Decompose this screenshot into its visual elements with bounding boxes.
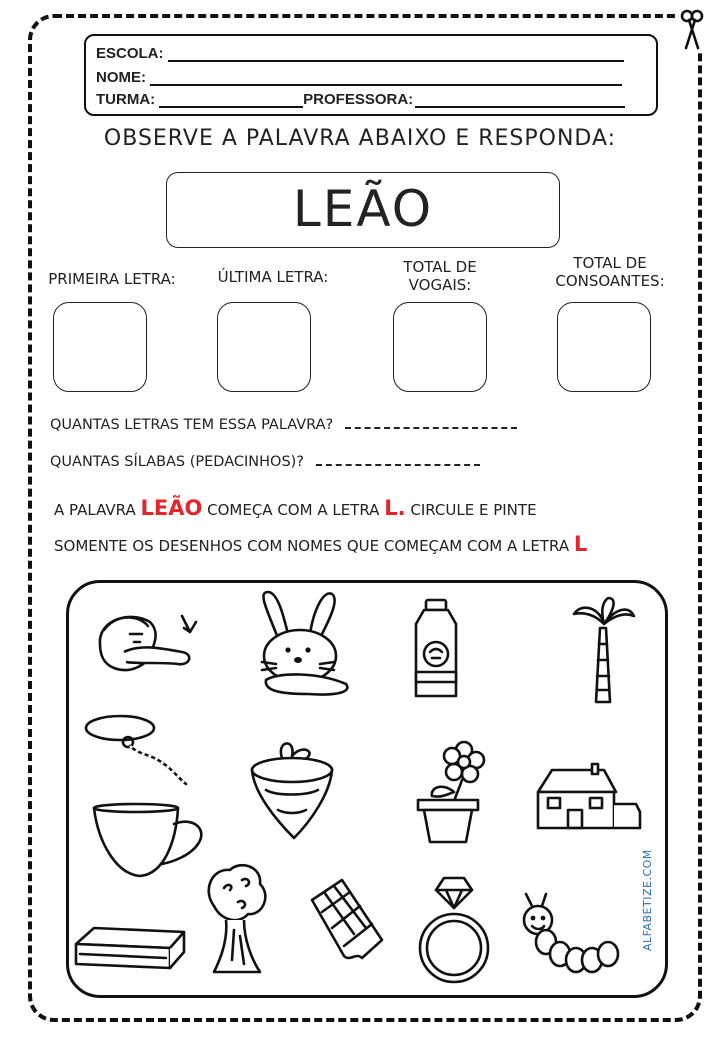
syllables-question: QUANTAS SÍLABAS (PEDACINHOS)? — [50, 454, 480, 470]
letters-question: QUANTAS LETRAS TEM ESSA PALAVRA? — [50, 417, 517, 433]
first-letter-label: PRIMEIRA LETRA: — [48, 270, 176, 288]
school-field[interactable] — [168, 45, 624, 62]
site-credit[interactable]: ALFABETIZE.COM — [641, 849, 654, 951]
rabbit-picture[interactable] — [248, 588, 364, 698]
tree-picture[interactable] — [202, 860, 270, 976]
scissors-icon — [678, 8, 706, 52]
cup-picture[interactable] — [86, 802, 210, 880]
total-vowels-box[interactable] — [393, 302, 487, 392]
highlight-letter-2: L — [573, 532, 588, 556]
caterpillar-picture[interactable] — [516, 890, 624, 982]
word-box: LEÃO — [166, 172, 560, 248]
teacher-field[interactable] — [415, 91, 625, 108]
highlight-letter: L. — [384, 496, 406, 520]
book-picture[interactable] — [70, 922, 188, 972]
tongue-picture[interactable] — [90, 604, 202, 684]
milk-bottle-picture[interactable] — [404, 598, 468, 702]
letters-answer-line[interactable] — [345, 417, 517, 429]
student-info-box — [84, 34, 658, 116]
instruction-title: OBSERVE A PALAVRA ABAIXO E RESPONDA: — [103, 126, 617, 151]
total-consonants-box[interactable] — [557, 302, 651, 392]
instruction-line-1: A PALAVRA LEÃO COMEÇA COM A LETRA L. CIRCULE E PINTE — [54, 496, 537, 520]
spinning-top-picture[interactable] — [246, 734, 338, 844]
teacher-label: PROFESSORA: — [303, 91, 414, 108]
last-letter-label: ÚLTIMA LETRA: — [217, 268, 329, 286]
ring-picture[interactable] — [416, 874, 492, 990]
class-row — [96, 88, 625, 108]
total-vowels-label: TOTAL DE VOGAIS: — [403, 258, 477, 294]
school-row — [96, 42, 624, 62]
palm-tree-picture[interactable] — [570, 594, 636, 706]
house-picture[interactable] — [528, 762, 644, 832]
class-field[interactable] — [159, 91, 303, 108]
name-row — [96, 66, 622, 86]
last-letter-box[interactable] — [217, 302, 311, 392]
instruction-line-2: SOMENTE OS DESENHOS COM NOMES QUE COMEÇAM COM A LETRA L — [54, 532, 588, 556]
name-label: NOME: — [96, 69, 146, 86]
total-consonants-label: TOTAL DE CONSOANTES: — [555, 254, 665, 290]
lasso-picture[interactable] — [82, 708, 196, 788]
class-label: TURMA: — [96, 91, 156, 108]
highlight-word: LEÃO — [140, 496, 203, 520]
school-label: ESCOLA: — [96, 45, 164, 62]
first-letter-box[interactable] — [53, 302, 147, 392]
chocolate-bar-picture[interactable] — [302, 876, 386, 972]
flower-pot-picture[interactable] — [414, 732, 494, 844]
syllables-answer-line[interactable] — [316, 454, 480, 466]
name-field[interactable] — [150, 69, 622, 86]
